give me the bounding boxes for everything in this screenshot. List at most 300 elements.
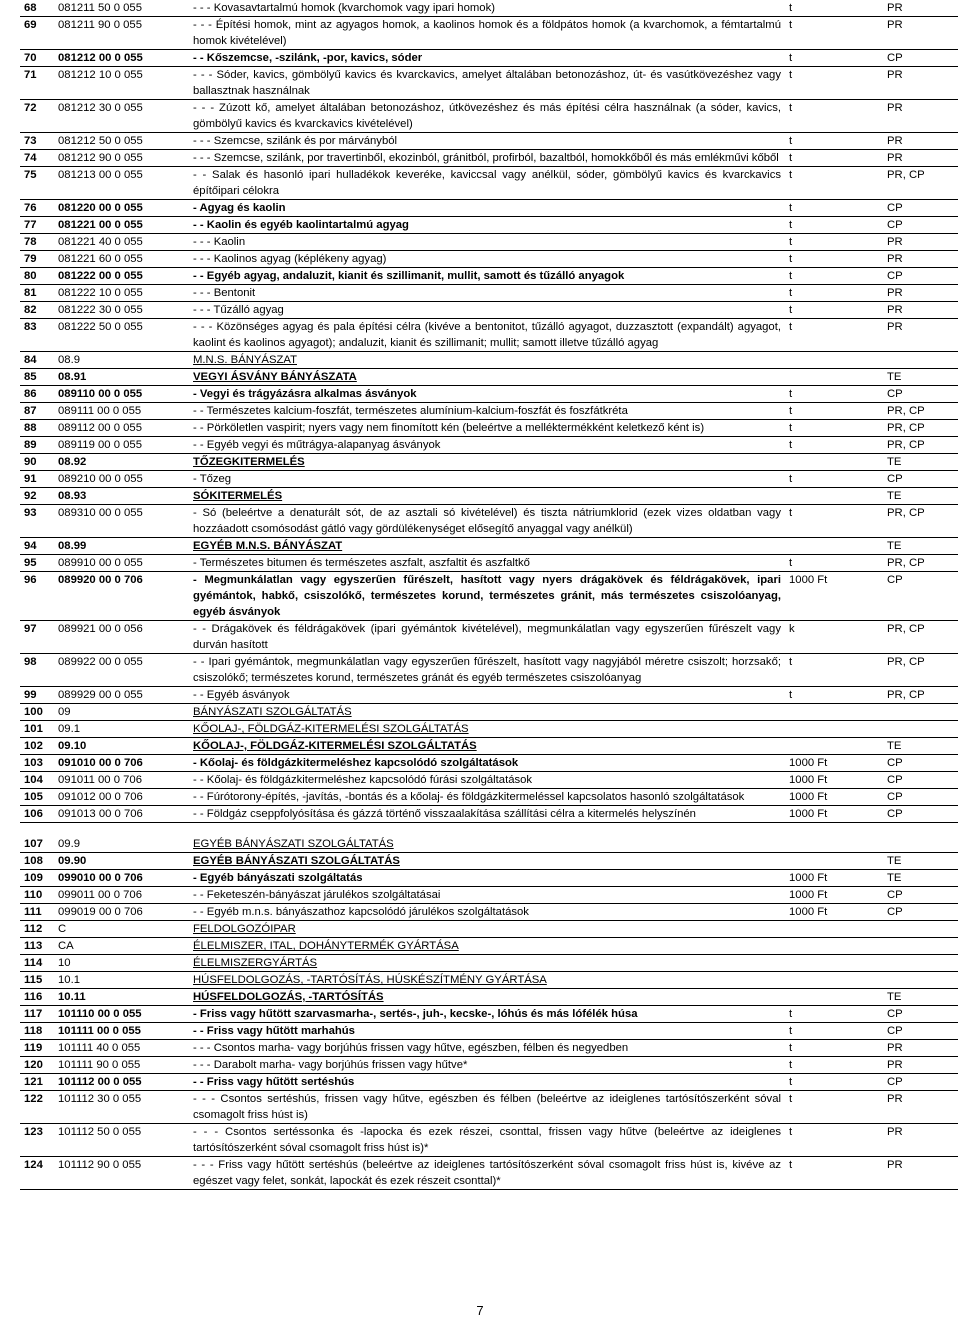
product-code: 089110 00 0 055 <box>56 386 191 403</box>
row-number: 84 <box>20 352 56 369</box>
table-row <box>20 572 958 621</box>
unit-of-measure: t <box>783 505 883 538</box>
table-row <box>20 1091 958 1124</box>
unit-of-measure: t <box>783 285 883 302</box>
unit-of-measure: t <box>783 1040 883 1057</box>
product-description: - - Kaolin és egyéb kaolintartalmú agyag <box>191 217 783 234</box>
product-code: 081211 90 0 055 <box>56 17 191 50</box>
data-type: CP <box>883 1006 958 1023</box>
product-code: 09 <box>56 704 191 721</box>
product-description: FELDOLGOZÓIPAR <box>191 921 783 938</box>
table-row <box>20 921 958 938</box>
data-type: CP <box>883 268 958 285</box>
row-number: 72 <box>20 100 56 133</box>
table-row <box>20 302 958 319</box>
table-row <box>20 100 958 133</box>
product-description: - Só (beleértve a denaturált sót, de az asztali só kivételével) és tiszta nátriumklorid (ezek vizes oldatban vagy hozzáadott csomósodást gátló vagy gördülékenységet elősegítő anyaggal vagy anélkül) <box>191 505 783 538</box>
data-type: CP <box>883 806 958 823</box>
product-code: 099010 00 0 706 <box>56 870 191 887</box>
row-number: 124 <box>20 1157 56 1190</box>
product-description: - - Egyéb vegyi és műtrágya-alapanyag ásványok <box>191 437 783 454</box>
data-type <box>883 721 958 738</box>
table-row <box>20 806 958 823</box>
data-type: TE <box>883 454 958 471</box>
product-code: 101112 50 0 055 <box>56 1124 191 1157</box>
product-description: - - - Szemcse, szilánk, por travertinből, ekozinból, gránitból, profirból, bazaltból, homokkőből és más emlékművi kőből <box>191 150 783 167</box>
product-description: - - - Építési homok, mint az agyagos homok, a kaolinos homok és a földpátos homok (a kvarchomok, a fémtartalmú homok kivételével) <box>191 17 783 50</box>
product-code: 089910 00 0 055 <box>56 555 191 572</box>
table-row <box>20 420 958 437</box>
row-number: 73 <box>20 133 56 150</box>
product-code: CA <box>56 938 191 955</box>
product-description: - Tőzeg <box>191 471 783 488</box>
row-number: 113 <box>20 938 56 955</box>
unit-of-measure: t <box>783 1023 883 1040</box>
table-row <box>20 234 958 251</box>
unit-of-measure: t <box>783 555 883 572</box>
row-number: 116 <box>20 989 56 1006</box>
product-code: 081212 90 0 055 <box>56 150 191 167</box>
data-type: PR <box>883 1157 958 1190</box>
product-code: 10.1 <box>56 972 191 989</box>
unit-of-measure <box>783 369 883 386</box>
product-code: 089119 00 0 055 <box>56 437 191 454</box>
table-row <box>20 1157 958 1190</box>
product-code: 081221 00 0 055 <box>56 217 191 234</box>
row-number: 82 <box>20 302 56 319</box>
row-number: 94 <box>20 538 56 555</box>
table-row <box>20 488 958 505</box>
data-type <box>883 352 958 369</box>
unit-of-measure: 1000 Ft <box>783 772 883 789</box>
product-code: 081212 30 0 055 <box>56 100 191 133</box>
product-description: EGYÉB M.N.S. BÁNYÁSZAT <box>191 538 783 555</box>
row-number: 122 <box>20 1091 56 1124</box>
table-row <box>20 1006 958 1023</box>
table-row <box>20 1074 958 1091</box>
product-code: 101110 00 0 055 <box>56 1006 191 1023</box>
product-code: 091012 00 0 706 <box>56 789 191 806</box>
table-row <box>20 319 958 352</box>
table-row <box>20 989 958 1006</box>
product-description: KŐOLAJ-, FÖLDGÁZ-KITERMELÉSI SZOLGÁLTATÁS <box>191 738 783 755</box>
unit-of-measure: t <box>783 50 883 67</box>
row-number: 86 <box>20 386 56 403</box>
unit-of-measure: t <box>783 403 883 420</box>
table-row <box>20 1124 958 1157</box>
unit-of-measure: t <box>783 17 883 50</box>
data-type: CP <box>883 50 958 67</box>
table-row <box>20 454 958 471</box>
table-row <box>20 1023 958 1040</box>
product-code: 101111 00 0 055 <box>56 1023 191 1040</box>
table-row <box>20 268 958 285</box>
product-code: 081221 40 0 055 <box>56 234 191 251</box>
row-number: 104 <box>20 772 56 789</box>
row-number: 88 <box>20 420 56 437</box>
data-type: TE <box>883 369 958 386</box>
product-code: 081222 00 0 055 <box>56 268 191 285</box>
row-number: 120 <box>20 1057 56 1074</box>
table-row <box>20 904 958 921</box>
data-type: TE <box>883 738 958 755</box>
data-type: PR <box>883 100 958 133</box>
row-number: 89 <box>20 437 56 454</box>
product-code: 101112 00 0 055 <box>56 1074 191 1091</box>
table-row <box>20 1057 958 1074</box>
unit-of-measure: t <box>783 100 883 133</box>
row-number: 106 <box>20 806 56 823</box>
data-type: PR, CP <box>883 621 958 654</box>
table-row <box>20 887 958 904</box>
data-type: PR, CP <box>883 555 958 572</box>
product-description: - - Friss vagy hűtött marhahús <box>191 1023 783 1040</box>
product-description: - Megmunkálatlan vagy egyszerűen fűrészelt, hasított vagy nyers drágakövek és féldrágakövek, ipari gyémántok, habkő, csiszolókő, természetes korund, természetes gránit, más természetes csiszolóanyag, egyéb ásványok <box>191 572 783 621</box>
table-row <box>20 167 958 200</box>
data-type <box>883 823 958 853</box>
table-row <box>20 555 958 572</box>
data-type: CP <box>883 789 958 806</box>
table-row <box>20 505 958 538</box>
product-code: 09.9 <box>56 823 191 853</box>
table-row <box>20 755 958 772</box>
product-code: 089111 00 0 055 <box>56 403 191 420</box>
data-type: PR, CP <box>883 437 958 454</box>
unit-of-measure: t <box>783 200 883 217</box>
product-description: - - - Zúzott kő, amelyet általában betonozáshoz, útkövezéshez és más építési célra használnak (a sóder, kavics, gömbölyű kavics és kvarckavics kivételével) <box>191 100 783 133</box>
unit-of-measure: 1000 Ft <box>783 870 883 887</box>
product-description: - - Salak és hasonló ipari hulladékok keveréke, kaviccsal vagy anélkül, sóder, gömbölyű kavics és kvarckavics építőipari célokra <box>191 167 783 200</box>
product-description: - - Ipari gyémántok, megmunkálatlan vagy egyszerűen fűrészelt, hasított vagy nagyjából méretre csiszolt; horzsakő; csiszolókő; természetes korund, természetes gránát és egyéb természetes csiszolóanyag <box>191 654 783 687</box>
data-type: CP <box>883 904 958 921</box>
product-description: - Egyéb bányászati szolgáltatás <box>191 870 783 887</box>
product-code: 081222 10 0 055 <box>56 285 191 302</box>
unit-of-measure <box>783 972 883 989</box>
table-row <box>20 538 958 555</box>
data-type: PR <box>883 285 958 302</box>
row-number: 102 <box>20 738 56 755</box>
unit-of-measure <box>783 853 883 870</box>
data-type: PR, CP <box>883 654 958 687</box>
product-description: - - Egyéb agyag, andaluzit, kianit és szillimanit, mullit, samott és tűzálló anyagok <box>191 268 783 285</box>
data-type: TE <box>883 538 958 555</box>
product-description: M.N.S. BÁNYÁSZAT <box>191 352 783 369</box>
row-number: 97 <box>20 621 56 654</box>
unit-of-measure: t <box>783 386 883 403</box>
row-number: 107 <box>20 823 56 853</box>
product-code: 101111 40 0 055 <box>56 1040 191 1057</box>
table-row <box>20 870 958 887</box>
data-type: CP <box>883 1023 958 1040</box>
product-description: VEGYI ÁSVÁNY BÁNYÁSZATA <box>191 369 783 386</box>
table-row <box>20 67 958 100</box>
row-number: 100 <box>20 704 56 721</box>
data-type: PR <box>883 1091 958 1124</box>
data-type: PR <box>883 0 958 17</box>
unit-of-measure <box>783 955 883 972</box>
row-number: 98 <box>20 654 56 687</box>
row-number: 74 <box>20 150 56 167</box>
product-code: 081212 10 0 055 <box>56 67 191 100</box>
table-row <box>20 217 958 234</box>
table-row <box>20 251 958 268</box>
unit-of-measure: 1000 Ft <box>783 806 883 823</box>
product-code: 101111 90 0 055 <box>56 1057 191 1074</box>
product-code: 091011 00 0 706 <box>56 772 191 789</box>
product-description: - - Természetes kalcium-foszfát, természetes alumínium-kalcium-foszfát és foszfátkréta <box>191 403 783 420</box>
table-row <box>20 352 958 369</box>
product-code: 08.99 <box>56 538 191 555</box>
table-row <box>20 369 958 386</box>
data-type: TE <box>883 488 958 505</box>
data-type: PR <box>883 302 958 319</box>
row-number: 83 <box>20 319 56 352</box>
product-description: - - - Kaolinos agyag (képlékeny agyag) <box>191 251 783 268</box>
table-row <box>20 200 958 217</box>
unit-of-measure: t <box>783 687 883 704</box>
product-code: 081220 00 0 055 <box>56 200 191 217</box>
unit-of-measure: t <box>783 420 883 437</box>
row-number: 77 <box>20 217 56 234</box>
table-row <box>20 938 958 955</box>
product-code: 081212 00 0 055 <box>56 50 191 67</box>
product-description: - - - Kovasavtartalmú homok (kvarchomok vagy ipari homok) <box>191 0 783 17</box>
unit-of-measure: 1000 Ft <box>783 904 883 921</box>
product-description: BÁNYÁSZATI SZOLGÁLTATÁS <box>191 704 783 721</box>
product-code: 081222 50 0 055 <box>56 319 191 352</box>
product-code: 089921 00 0 056 <box>56 621 191 654</box>
data-type: TE <box>883 989 958 1006</box>
product-code: 10 <box>56 955 191 972</box>
row-number: 123 <box>20 1124 56 1157</box>
product-code: 091013 00 0 706 <box>56 806 191 823</box>
unit-of-measure <box>783 989 883 1006</box>
row-number: 91 <box>20 471 56 488</box>
product-description: - - - Friss vagy hűtött sertéshús (beleértve az ideiglenes tartósítószerként sóval csomagolt friss húst is, kivéve az egészet vagy felet, sonkát, lapockát és ezek részeit csonttal)* <box>191 1157 783 1190</box>
data-type: TE <box>883 870 958 887</box>
data-type: CP <box>883 755 958 772</box>
data-type: PR, CP <box>883 687 958 704</box>
product-code: 08.9 <box>56 352 191 369</box>
product-description: - - - Sóder, kavics, gömbölyű kavics és kvarckavics, amelyet általában betonozáshoz, út- és vasútkövezéshez vagy ballasztnak használnak <box>191 67 783 100</box>
row-number: 109 <box>20 870 56 887</box>
table-row <box>20 721 958 738</box>
product-description: - - Pörköletlen vaspirit; nyers vagy nem finomított kén (beleértve a melléktermékként keletkező ként is) <box>191 420 783 437</box>
row-number: 118 <box>20 1023 56 1040</box>
unit-of-measure: t <box>783 437 883 454</box>
product-description: - - - Szemcse, szilánk és por márványból <box>191 133 783 150</box>
product-code: 09.10 <box>56 738 191 755</box>
product-code: 099011 00 0 706 <box>56 887 191 904</box>
data-type: PR <box>883 251 958 268</box>
product-description: - - - Csontos marha- vagy borjúhús frissen vagy hűtve, egészben, félben és negyedben <box>191 1040 783 1057</box>
table-row <box>20 654 958 687</box>
data-type: CP <box>883 772 958 789</box>
unit-of-measure <box>783 538 883 555</box>
table-row <box>20 285 958 302</box>
product-description: - - - Bentonit <box>191 285 783 302</box>
data-type: PR <box>883 133 958 150</box>
product-description: HÚSFELDOLGOZÁS, -TARTÓSÍTÁS <box>191 989 783 1006</box>
product-description: - - Drágakövek és féldrágakövek (ipari gyémántok kivételével), megmunkálatlan vagy egyszerűen fűrészelt vagy durván hasított <box>191 621 783 654</box>
table-row <box>20 687 958 704</box>
unit-of-measure: t <box>783 150 883 167</box>
table-row <box>20 853 958 870</box>
unit-of-measure: 1000 Ft <box>783 572 883 621</box>
unit-of-measure: t <box>783 167 883 200</box>
unit-of-measure: t <box>783 67 883 100</box>
product-description: - Agyag és kaolin <box>191 200 783 217</box>
unit-of-measure <box>783 721 883 738</box>
product-description: KŐOLAJ-, FÖLDGÁZ-KITERMELÉSI SZOLGÁLTATÁS <box>191 721 783 738</box>
data-type: PR <box>883 67 958 100</box>
table-row <box>20 789 958 806</box>
product-description: - - - Kaolin <box>191 234 783 251</box>
table-row <box>20 471 958 488</box>
row-number: 119 <box>20 1040 56 1057</box>
data-type: PR <box>883 234 958 251</box>
product-description: TŐZEGKITERMELÉS <box>191 454 783 471</box>
product-description: - Természetes bitumen és természetes aszfalt, aszfaltit és aszfaltkő <box>191 555 783 572</box>
product-code: 101112 90 0 055 <box>56 1157 191 1190</box>
row-number: 71 <box>20 67 56 100</box>
row-number: 69 <box>20 17 56 50</box>
product-code: C <box>56 921 191 938</box>
product-code: 101112 30 0 055 <box>56 1091 191 1124</box>
row-number: 114 <box>20 955 56 972</box>
unit-of-measure: 1000 Ft <box>783 789 883 806</box>
product-description: - - Fúrótorony-építés, -javítás, -bontás és a kőolaj- és földgázkitermeléssel kapcsolatos hasonló szolgáltatások <box>191 789 783 806</box>
product-description: - - Friss vagy hűtött sertéshús <box>191 1074 783 1091</box>
data-type: PR <box>883 150 958 167</box>
unit-of-measure <box>783 738 883 755</box>
product-table <box>20 0 958 1190</box>
row-number: 92 <box>20 488 56 505</box>
row-number: 95 <box>20 555 56 572</box>
product-description: - - - Darabolt marha- vagy borjúhús frissen vagy hűtve* <box>191 1057 783 1074</box>
product-description: ÉLELMISZERGYÁRTÁS <box>191 955 783 972</box>
product-code: 089920 00 0 706 <box>56 572 191 621</box>
table-row <box>20 955 958 972</box>
row-number: 111 <box>20 904 56 921</box>
product-description: - - Egyéb m.n.s. bányászathoz kapcsolódó járulékos szolgáltatások <box>191 904 783 921</box>
unit-of-measure: t <box>783 133 883 150</box>
data-type: PR <box>883 17 958 50</box>
row-number: 78 <box>20 234 56 251</box>
table-row <box>20 150 958 167</box>
row-number: 108 <box>20 853 56 870</box>
unit-of-measure: t <box>783 217 883 234</box>
product-code: 099019 00 0 706 <box>56 904 191 921</box>
unit-of-measure <box>783 488 883 505</box>
unit-of-measure: 1000 Ft <box>783 755 883 772</box>
product-description: EGYÉB BÁNYÁSZATI SZOLGÁLTATÁS <box>191 823 783 853</box>
unit-of-measure: t <box>783 1091 883 1124</box>
unit-of-measure: t <box>783 1006 883 1023</box>
table-row <box>20 621 958 654</box>
unit-of-measure: t <box>783 0 883 17</box>
row-number: 79 <box>20 251 56 268</box>
table-row <box>20 772 958 789</box>
row-number: 93 <box>20 505 56 538</box>
unit-of-measure: t <box>783 654 883 687</box>
table-row <box>20 972 958 989</box>
product-code: 091010 00 0 706 <box>56 755 191 772</box>
row-number: 121 <box>20 1074 56 1091</box>
table-row <box>20 1040 958 1057</box>
product-list-table <box>20 0 958 1190</box>
unit-of-measure: t <box>783 319 883 352</box>
row-number: 101 <box>20 721 56 738</box>
product-code: 09.1 <box>56 721 191 738</box>
unit-of-measure: t <box>783 1057 883 1074</box>
product-description: - - - Tűzálló agyag <box>191 302 783 319</box>
product-code: 08.91 <box>56 369 191 386</box>
page-number: 7 <box>476 1303 484 1318</box>
product-code: 09.90 <box>56 853 191 870</box>
product-code: 10.11 <box>56 989 191 1006</box>
product-description: SÓKITERMELÉS <box>191 488 783 505</box>
unit-of-measure: t <box>783 1074 883 1091</box>
table-row <box>20 386 958 403</box>
row-number: 87 <box>20 403 56 420</box>
data-type: PR, CP <box>883 420 958 437</box>
unit-of-measure: t <box>783 471 883 488</box>
row-number: 110 <box>20 887 56 904</box>
table-row <box>20 738 958 755</box>
data-type: PR, CP <box>883 167 958 200</box>
data-type: CP <box>883 471 958 488</box>
unit-of-measure: t <box>783 1157 883 1190</box>
product-code: 089922 00 0 055 <box>56 654 191 687</box>
row-number: 103 <box>20 755 56 772</box>
product-description: - Vegyi és trágyázásra alkalmas ásványok <box>191 386 783 403</box>
data-type: PR <box>883 1124 958 1157</box>
data-type: CP <box>883 572 958 621</box>
product-code: 081221 60 0 055 <box>56 251 191 268</box>
data-type <box>883 972 958 989</box>
data-type: PR, CP <box>883 403 958 420</box>
product-code: 081211 50 0 055 <box>56 0 191 17</box>
unit-of-measure: t <box>783 302 883 319</box>
row-number: 81 <box>20 285 56 302</box>
product-description: - - Feketeszén-bányászat járulékos szolgáltatásai <box>191 887 783 904</box>
table-row <box>20 0 958 17</box>
data-type <box>883 921 958 938</box>
table-body <box>20 0 958 1190</box>
data-type: CP <box>883 217 958 234</box>
unit-of-measure: t <box>783 1124 883 1157</box>
unit-of-measure <box>783 823 883 853</box>
product-code: 089929 00 0 055 <box>56 687 191 704</box>
data-type: PR <box>883 319 958 352</box>
data-type: CP <box>883 1074 958 1091</box>
product-description: ÉLELMISZER, ITAL, DOHÁNYTERMÉK GYÁRTÁSA <box>191 938 783 955</box>
unit-of-measure <box>783 938 883 955</box>
data-type <box>883 704 958 721</box>
row-number: 105 <box>20 789 56 806</box>
unit-of-measure: k <box>783 621 883 654</box>
row-number: 99 <box>20 687 56 704</box>
data-type: CP <box>883 887 958 904</box>
product-description: - - - Csontos sertéssonka és -lapocka és ezek részei, csonttal, frissen vagy hűtve (beleértve az ideiglenes tartósítószerként sóval csomagolt friss húst is)* <box>191 1124 783 1157</box>
row-number: 117 <box>20 1006 56 1023</box>
table-row <box>20 823 958 853</box>
row-number: 115 <box>20 972 56 989</box>
row-number: 112 <box>20 921 56 938</box>
data-type: PR, CP <box>883 505 958 538</box>
table-row <box>20 50 958 67</box>
